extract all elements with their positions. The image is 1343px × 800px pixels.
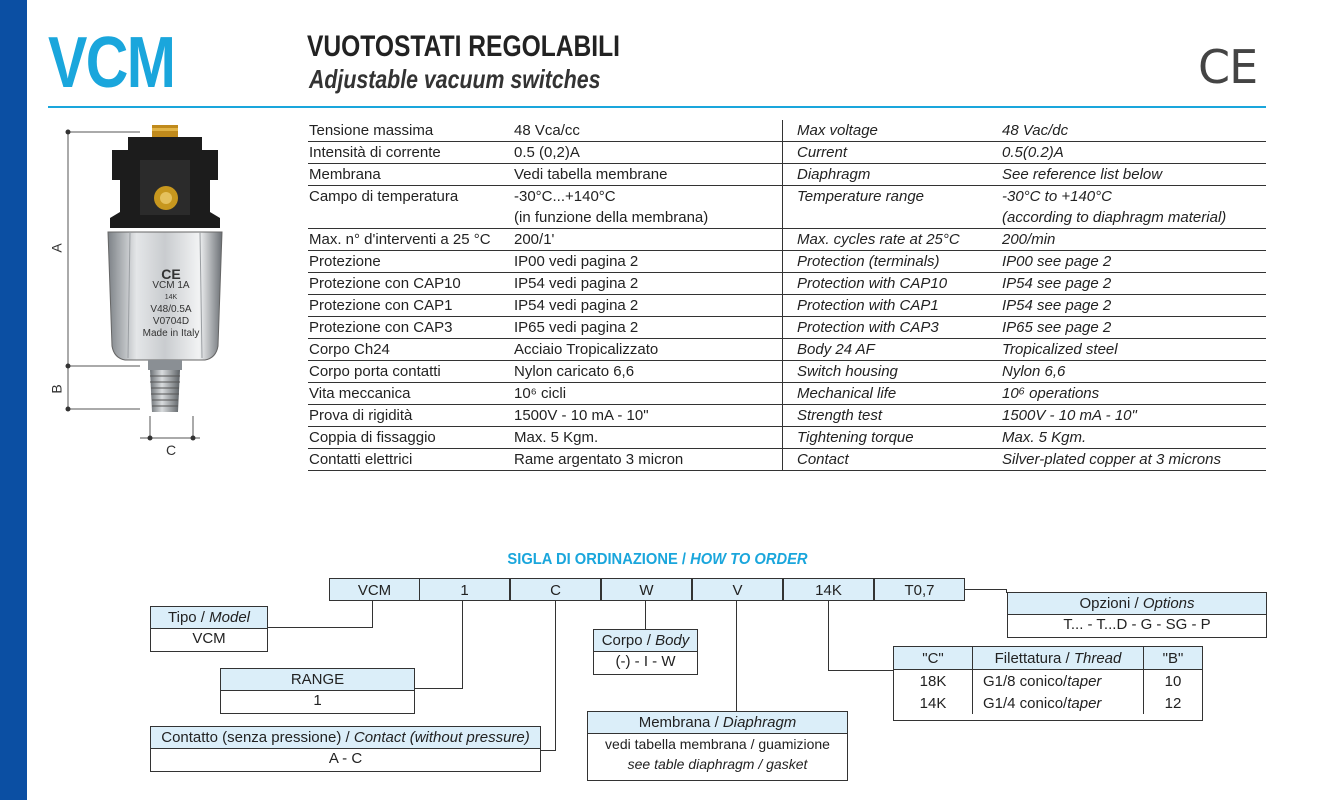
contact-box xyxy=(150,726,541,772)
model-box xyxy=(150,606,268,652)
spec-table xyxy=(308,120,1266,471)
spec-it-value: Acciaio Tropicalizzato xyxy=(514,341,659,358)
ce-mark-icon: CE xyxy=(1198,40,1258,94)
spec-it-value: -30°C...+140°C (in funzione della membrana) xyxy=(514,188,709,226)
model-value: VCM xyxy=(192,630,226,647)
spec-en-label: Max. cycles rate at 25°C xyxy=(782,229,1002,250)
spec-it-value: 10⁶ cicli xyxy=(514,385,567,402)
table-row xyxy=(308,339,1266,361)
table-row xyxy=(308,186,1266,229)
spec-it-label: Vita meccanica xyxy=(309,385,411,402)
spec-it-value: IP54 vedi pagina 2 xyxy=(514,275,639,292)
thread-b: 12 xyxy=(1164,694,1182,712)
order-title-en: HOW TO ORDER xyxy=(690,551,808,568)
table-row xyxy=(308,164,1266,186)
contact-value: A - C xyxy=(328,750,363,767)
spec-it-label: Corpo porta contatti xyxy=(309,363,441,380)
spec-en-value: Tropicalized steel xyxy=(1002,341,1118,358)
spec-it-label: Campo di temperatura xyxy=(309,188,459,205)
spec-it-value: 1500V - 10 mA - 10" xyxy=(514,407,649,424)
spec-en-label: Switch housing xyxy=(782,361,1002,382)
order-title xyxy=(53,551,1263,569)
connector-line xyxy=(965,589,1007,590)
contact-box-header: Contatto (senza pressione) / Contact (without pressure) xyxy=(151,727,540,749)
spec-it-label: Protezione con CAP3 xyxy=(309,319,453,336)
options-label-en: Options xyxy=(1142,595,1195,612)
body-box xyxy=(593,629,698,675)
diaphragm-value-en: see table diaphragm / gasket xyxy=(627,756,808,772)
thread-c: 14K xyxy=(894,692,973,714)
body-label-it: Corpo xyxy=(601,632,643,649)
connector-line xyxy=(540,750,556,751)
order-segment: C xyxy=(510,578,601,601)
options-label-it: Opzioni xyxy=(1079,595,1131,612)
spec-en-label: Mechanical life xyxy=(782,383,1002,404)
table-row xyxy=(308,251,1266,273)
thread-col-thread: Filettatura / Thread xyxy=(973,647,1144,670)
diaphragm-value-it: vedi tabella membrana / guamizione xyxy=(605,736,830,752)
spec-it-value: 48 Vca/cc xyxy=(514,122,580,139)
diaphragm-label-it: Membrana xyxy=(638,714,711,731)
spec-it-label: Intensità di corrente xyxy=(309,144,441,161)
thread-spec: G1/4 conico/taper xyxy=(973,692,1144,714)
table-row xyxy=(308,361,1266,383)
dimension-b-label: B xyxy=(48,384,65,394)
spec-it-value: Vedi tabella membrane xyxy=(514,166,668,183)
spec-it-value: Max. 5 Kgm. xyxy=(514,429,599,446)
table-row xyxy=(308,229,1266,251)
spec-en-value: 1500V - 10 mA - 10" xyxy=(1002,407,1137,424)
spec-it-value: Rame argentato 3 micron xyxy=(514,451,684,468)
diaphragm-box xyxy=(587,711,848,781)
connector-line xyxy=(828,601,829,671)
spec-it-value: IP65 vedi pagina 2 xyxy=(514,319,639,336)
thread-table xyxy=(893,646,1203,721)
product-label-line: Made in Italy xyxy=(142,328,200,339)
spec-en-value: IP54 see page 2 xyxy=(1002,297,1112,314)
spec-en-value: Silver-plated copper at 3 microns xyxy=(1002,451,1221,468)
table-row xyxy=(308,120,1266,142)
body-value: (-) - I - W xyxy=(615,653,676,670)
spec-en-label: Protection with CAP3 xyxy=(782,317,1002,338)
order-title-it: SIGLA DI ORDINAZIONE xyxy=(507,551,678,568)
table-row xyxy=(308,295,1266,317)
product-code: VCM xyxy=(48,23,175,103)
spec-en-value: 0.5(0.2)A xyxy=(1002,144,1064,161)
spec-it-label: Protezione xyxy=(309,253,381,270)
spec-en-value: See reference list below xyxy=(1002,166,1163,183)
connector-line xyxy=(555,601,556,751)
spec-en-value: 48 Vac/dc xyxy=(1002,122,1069,139)
thread-spec-en: taper xyxy=(1067,694,1102,712)
thread-spec: G1/8 conico/taper xyxy=(973,670,1144,693)
spec-it-label: Protezione con CAP1 xyxy=(309,297,453,314)
spec-it-label: Coppia di fissaggio xyxy=(309,429,436,446)
spec-en-value: 200/min xyxy=(1002,231,1056,248)
spec-en-value: -30°C to +140°C (according to diaphragm material) xyxy=(1002,188,1227,226)
spec-it-label: Max. n° d'interventi a 25 °C xyxy=(309,231,491,248)
range-label: RANGE xyxy=(221,669,414,691)
table-row xyxy=(308,383,1266,405)
spec-en-label: Diaphragm xyxy=(782,164,1002,185)
table-row xyxy=(894,692,1202,714)
spec-en-value: IP65 see page 2 xyxy=(1002,319,1112,336)
thread-col-b: "B" xyxy=(1144,647,1203,670)
product-label-line: V0704D xyxy=(152,316,190,327)
spec-en-value: Max. 5 Kgm. xyxy=(1002,429,1087,446)
product-label-line: VCM 1A xyxy=(152,280,190,291)
dimension-c-label: C xyxy=(166,442,177,458)
order-segment: 1 xyxy=(419,578,510,601)
connector-line xyxy=(462,601,463,689)
order-segment: T0,7 xyxy=(874,578,965,601)
order-segment: V xyxy=(692,578,783,601)
product-label-ce: CE xyxy=(161,266,181,282)
spec-it-label: Contatti elettrici xyxy=(309,451,413,468)
connector-line xyxy=(645,601,646,630)
spec-it-label: Corpo Ch24 xyxy=(309,341,390,358)
product-label-line: V48/0.5A xyxy=(150,304,192,315)
options-box xyxy=(1007,592,1267,638)
page-subtitle: Adjustable vacuum switches xyxy=(309,64,601,94)
spec-en-label: Protection (terminals) xyxy=(782,251,1002,272)
order-segment: W xyxy=(601,578,692,601)
order-segment: 14K xyxy=(783,578,874,601)
spec-en-label: Protection with CAP10 xyxy=(782,273,1002,294)
table-row xyxy=(308,273,1266,295)
connector-line xyxy=(736,601,737,712)
spec-en-label: Strength test xyxy=(782,405,1002,426)
order-title-sep: / xyxy=(677,551,691,568)
spec-it-label: Prova di rigidità xyxy=(309,407,413,424)
table-row xyxy=(308,449,1266,471)
order-segment: VCM xyxy=(329,578,420,601)
connector-line xyxy=(828,670,894,671)
model-label-it: Tipo xyxy=(168,609,197,626)
spec-en-value: IP54 see page 2 xyxy=(1002,275,1112,292)
body-box-header: Corpo / Body xyxy=(594,630,697,652)
spec-en-value: IP00 see page 2 xyxy=(1002,253,1112,270)
thread-col-thread-en: Thread xyxy=(1073,649,1122,667)
connector-line xyxy=(267,627,373,628)
thread-b: 10 xyxy=(1164,672,1182,690)
range-value: 1 xyxy=(313,692,322,709)
table-row xyxy=(308,142,1266,164)
contact-label-en: Contact (without pressure) xyxy=(353,729,530,746)
spec-en-label: Body 24 AF xyxy=(782,339,1002,360)
model-box-header: Tipo / Model xyxy=(151,607,267,629)
spec-it-value: IP00 vedi pagina 2 xyxy=(514,253,639,270)
thread-col-thread-it: Filettatura xyxy=(994,649,1062,667)
dimension-a-label: A xyxy=(48,243,65,253)
model-label-en: Model xyxy=(209,609,250,626)
diaphragm-label-en: Diaphragm xyxy=(722,714,797,731)
page-title: VUOTOSTATI REGOLABILI xyxy=(307,30,620,63)
spec-en-label: Temperature range xyxy=(782,186,1002,228)
connector-line xyxy=(372,601,373,628)
thread-spec-it: G1/4 conico xyxy=(983,694,1064,712)
table-row xyxy=(894,670,1202,693)
table-row xyxy=(308,427,1266,449)
thread-c: 18K xyxy=(894,670,973,693)
thread-col-c: "C" xyxy=(894,647,973,670)
spec-it-label: Membrana xyxy=(309,166,381,183)
spec-it-value: 200/1' xyxy=(514,231,555,248)
spec-en-value: Nylon 6,6 xyxy=(1002,363,1066,380)
spec-it-value: 0.5 (0,2)A xyxy=(514,144,580,161)
contact-label-it: Contatto (senza pressione) xyxy=(161,729,342,746)
table-row xyxy=(308,405,1266,427)
diaphragm-box-header: Membrana / Diaphragm xyxy=(588,712,847,734)
body-label-en: Body xyxy=(655,632,690,649)
product-label-line: 14K xyxy=(164,294,178,301)
left-accent-bar xyxy=(0,0,27,800)
spec-en-label: Current xyxy=(782,142,1002,163)
table-row xyxy=(308,317,1266,339)
product-label xyxy=(136,268,206,340)
spec-en-value: 10⁶ operations xyxy=(1002,385,1100,402)
spec-it-value: IP54 vedi pagina 2 xyxy=(514,297,639,314)
thread-spec-en: taper xyxy=(1067,672,1102,690)
options-box-header: Opzioni / Options xyxy=(1008,593,1266,615)
spec-en-label: Tightening torque xyxy=(782,427,1002,448)
spec-it-label: Protezione con CAP10 xyxy=(309,275,461,292)
spec-it-value: Nylon caricato 6,6 xyxy=(514,363,635,380)
header-divider xyxy=(48,106,1266,108)
spec-it-label: Tensione massima xyxy=(309,122,434,139)
range-box xyxy=(220,668,415,714)
options-value: T... - T...D - G - SG - P xyxy=(1063,616,1211,633)
thread-spec-it: G1/8 conico xyxy=(983,672,1064,690)
spec-en-label: Protection with CAP1 xyxy=(782,295,1002,316)
spec-en-label: Max voltage xyxy=(782,120,1002,141)
spec-en-label: Contact xyxy=(782,449,1002,470)
connector-line xyxy=(414,688,463,689)
